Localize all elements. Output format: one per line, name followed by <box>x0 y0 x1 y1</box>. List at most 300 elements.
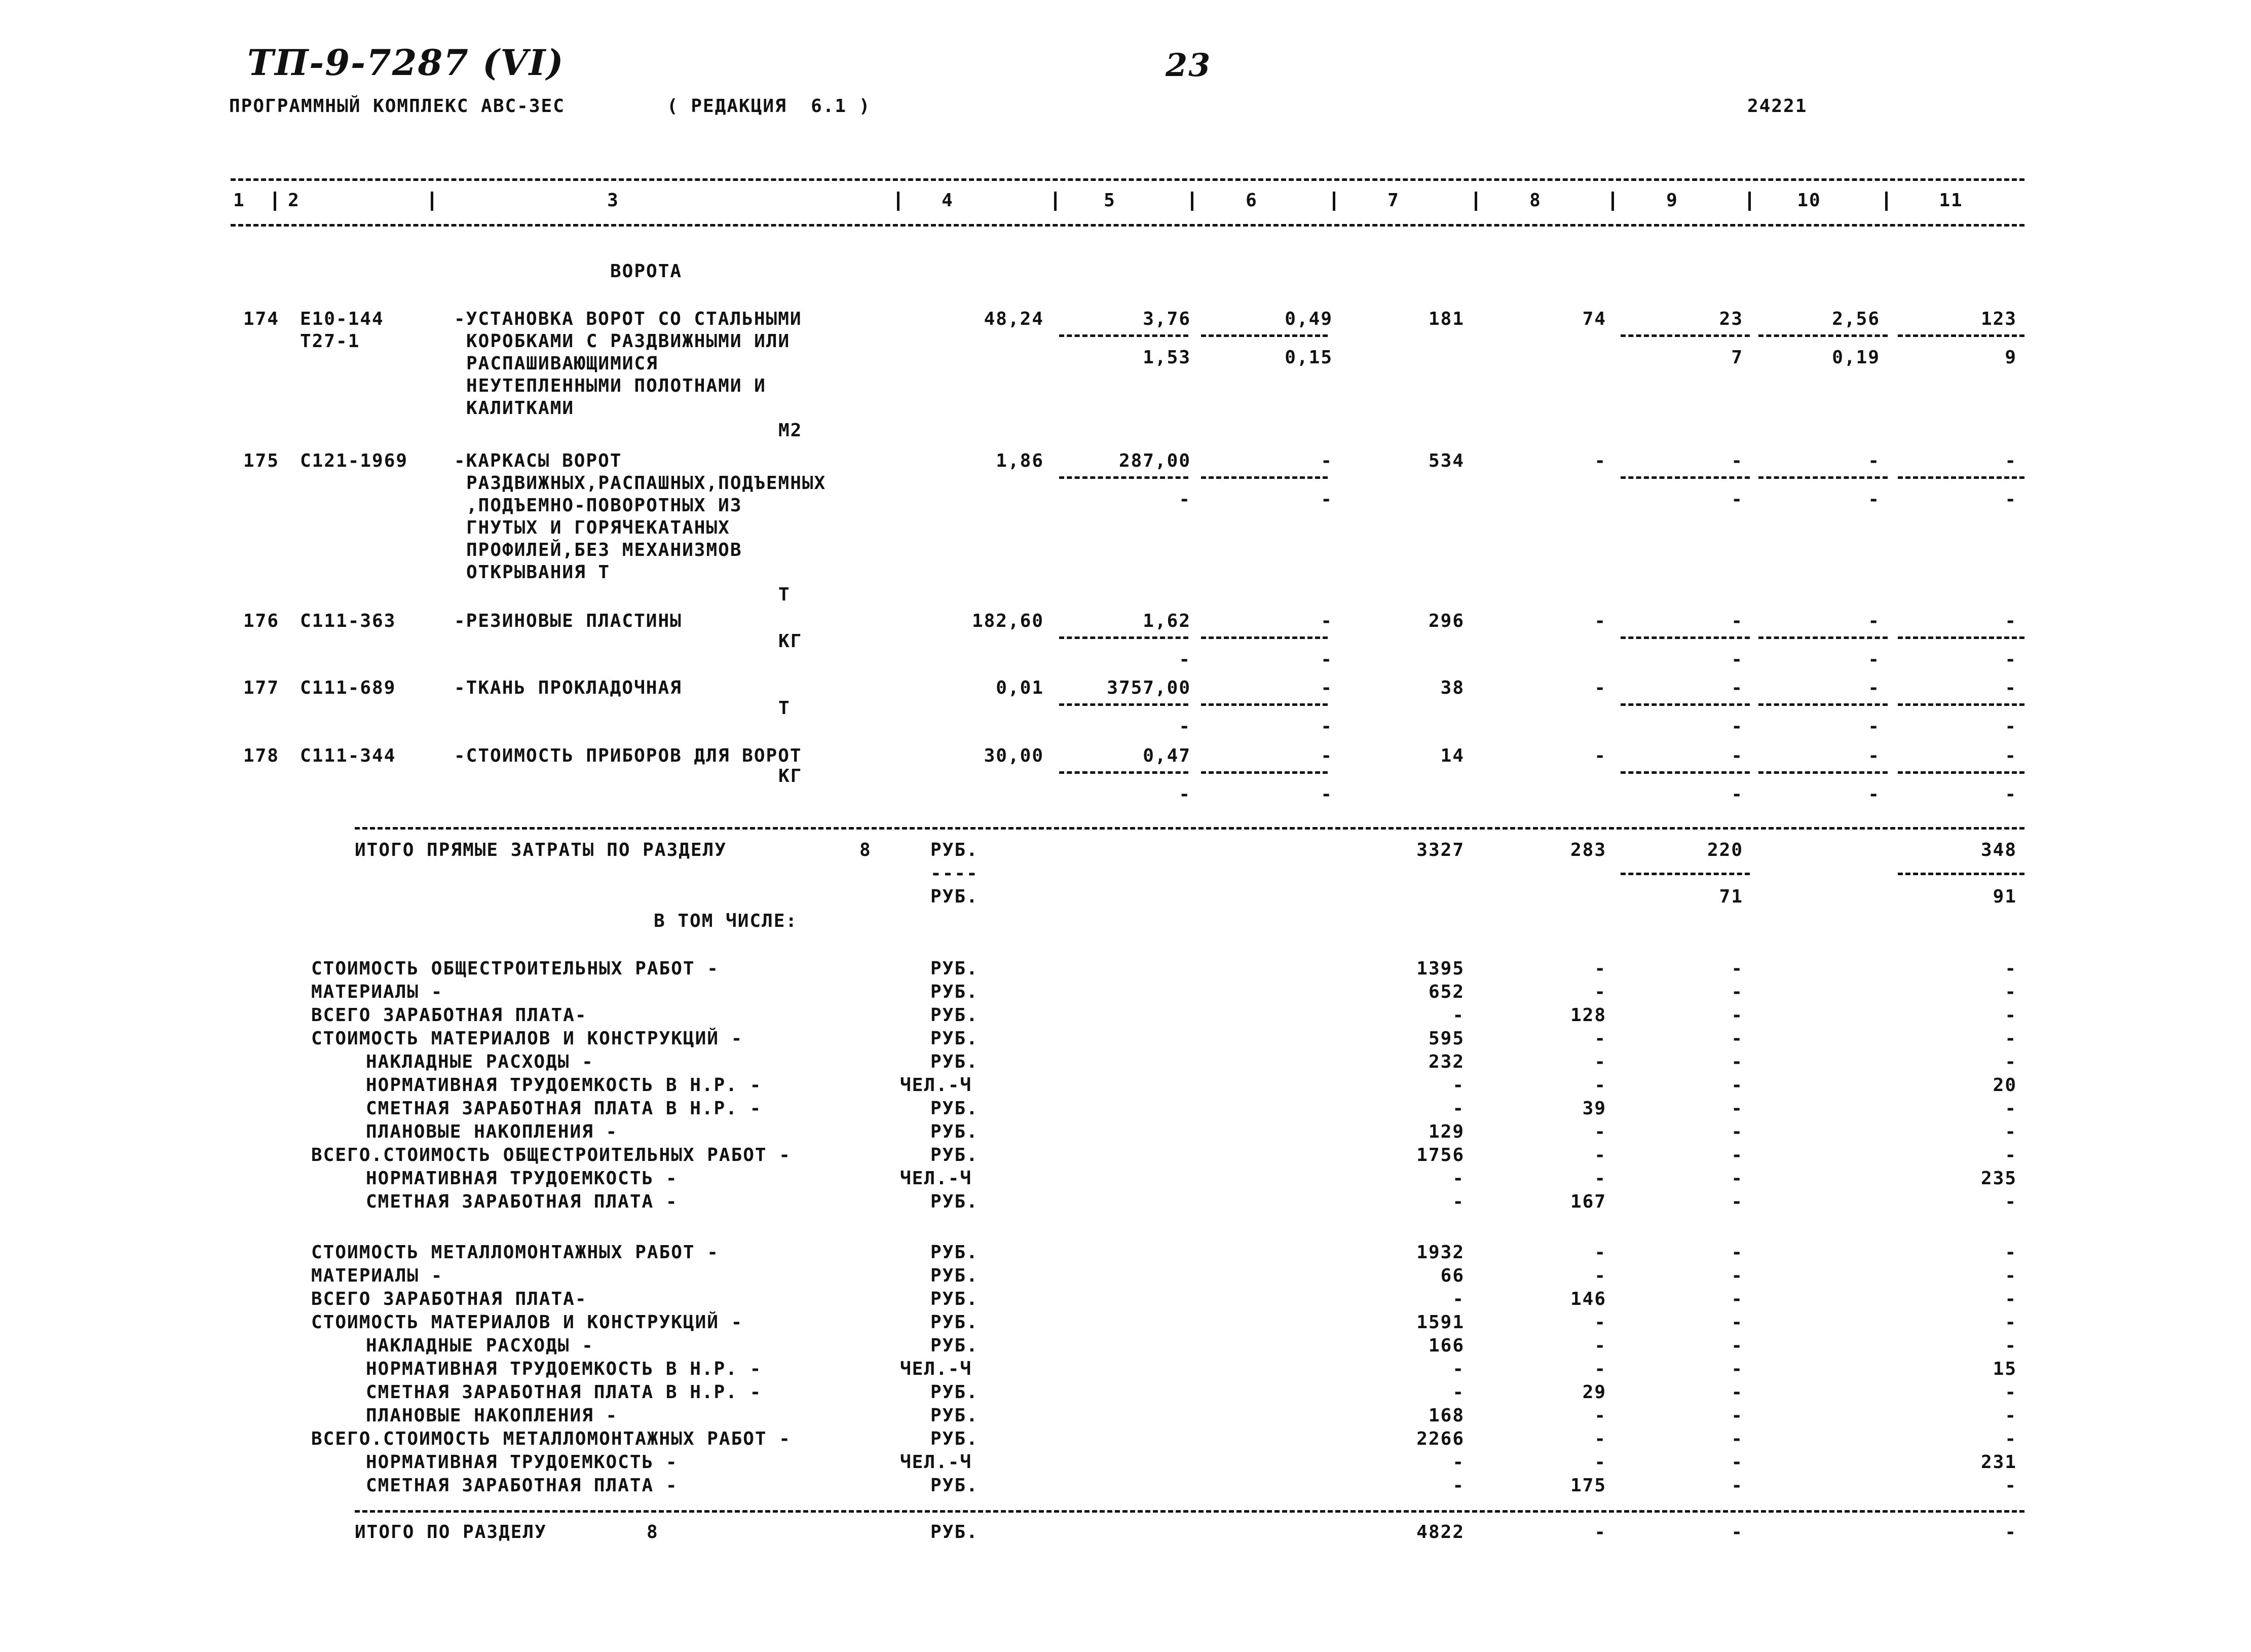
summary-col7: - <box>1452 1005 1465 1026</box>
summary-col7: - <box>1452 1168 1465 1189</box>
item-sub-rule <box>1201 703 1328 706</box>
total-direct-unit-separator: ---- <box>930 863 979 884</box>
section-total-unit: РУБ. <box>930 1522 979 1543</box>
summary-unit: РУБ. <box>930 958 979 979</box>
summary-col7: 1756 <box>1416 1145 1465 1166</box>
summary-col8: - <box>1594 1359 1606 1379</box>
summary-label: СТОИМОСТЬ ОБЩЕСТРОИТЕЛЬНЫХ РАБОТ - <box>311 958 719 979</box>
document-stamp: ТП-9-7287 (VI) <box>247 42 565 84</box>
summary-col7: - <box>1452 1452 1465 1473</box>
item-col-6: - <box>1321 450 1333 471</box>
column-header-4: 4 <box>942 190 954 211</box>
total-direct-col9-rule <box>1621 873 1750 875</box>
item-unit: Т <box>778 698 791 719</box>
item-col-11-wage: - <box>2005 649 2017 670</box>
summary-col9: - <box>1731 1382 1743 1403</box>
item-col-10: 2,56 <box>1832 309 1880 329</box>
item-sub-rule <box>1201 636 1328 639</box>
summary-col9: - <box>1731 1052 1743 1072</box>
item-col-11: - <box>2005 745 2017 766</box>
item-sub-rule <box>1201 334 1328 337</box>
summary-col9: - <box>1731 1452 1743 1473</box>
item-col-6-wage: - <box>1321 784 1333 805</box>
summary-col11: - <box>2005 958 2017 979</box>
summary-col7: 166 <box>1428 1335 1465 1356</box>
item-col-9: 23 <box>1719 309 1743 329</box>
item-col-7: 534 <box>1428 450 1465 471</box>
summary-unit: ЧЕЛ.-Ч <box>900 1452 972 1473</box>
column-header-2: 2 <box>288 190 300 211</box>
column-header-1: 1 <box>233 190 245 211</box>
total-direct-col8: 283 <box>1570 840 1606 860</box>
item-col-6: - <box>1321 745 1333 766</box>
summary-col7: 129 <box>1428 1121 1465 1142</box>
item-quantity: 1,86 <box>996 450 1044 471</box>
summary-unit: РУБ. <box>930 1475 979 1496</box>
item-col-9-wage: - <box>1731 649 1743 670</box>
item-description-line: КОРОБКАМИ С РАЗДВИЖНЫМИ ИЛИ <box>466 331 791 352</box>
column-separator <box>1333 192 1335 211</box>
item-col-10: - <box>1868 745 1880 766</box>
summary-col8: - <box>1594 982 1606 1002</box>
summary-label: НАКЛАДНЫЕ РАСХОДЫ - <box>366 1052 594 1072</box>
total-direct-col7: 3327 <box>1416 840 1465 860</box>
summary-col9: - <box>1731 1359 1743 1379</box>
summary-col9: - <box>1731 1098 1743 1119</box>
item-description-line: ,ПОДЪЕМНО-ПОВОРОТНЫХ ИЗ <box>466 495 742 516</box>
item-unit: Т <box>778 584 791 605</box>
summary-col11: 20 <box>1993 1075 2017 1096</box>
summary-col7: - <box>1452 1289 1465 1309</box>
summary-unit: РУБ. <box>930 1335 979 1356</box>
item-col-6-wage: - <box>1321 489 1333 510</box>
summary-col7: 1591 <box>1416 1312 1465 1333</box>
summary-unit: РУБ. <box>930 1145 979 1166</box>
summary-label: НОРМАТИВНАЯ ТРУДОЕМКОСТЬ В Н.Р. - <box>366 1075 762 1096</box>
total-direct-col11-rule <box>1898 873 2024 875</box>
summary-col11: - <box>2005 1028 2017 1049</box>
summary-label: СТОИМОСТЬ МАТЕРИАЛОВ И КОНСТРУКЦИЙ - <box>311 1028 743 1049</box>
item-description-line: РАЗДВИЖНЫХ,РАСПАШНЫХ,ПОДЪЕМНЫХ <box>466 473 827 494</box>
summary-col7: - <box>1452 1475 1465 1496</box>
item-number: 174 <box>243 309 280 329</box>
summary-unit: РУБ. <box>930 1242 979 1263</box>
item-col-7: 296 <box>1428 611 1465 631</box>
summary-unit: РУБ. <box>930 1191 979 1212</box>
item-sub-rule <box>1621 771 1750 774</box>
summary-col7: - <box>1452 1191 1465 1212</box>
item-sub-rule <box>1201 476 1328 479</box>
column-separator <box>897 192 899 211</box>
section-total-col11: - <box>2005 1522 2017 1543</box>
summary-unit: ЧЕЛ.-Ч <box>900 1359 972 1379</box>
item-col-6: 0,49 <box>1285 309 1333 329</box>
item-col-11-wage: - <box>2005 716 2017 737</box>
summary-col9: - <box>1731 1168 1743 1189</box>
item-col-5: 0,47 <box>1143 745 1191 766</box>
item-col-8: - <box>1594 611 1606 631</box>
summary-col11: 231 <box>1980 1452 2017 1473</box>
summary-col9: - <box>1731 1265 1743 1286</box>
total-direct-section: 8 <box>859 840 872 860</box>
item-col-10-wage: - <box>1868 716 1880 737</box>
summary-col11: - <box>2005 982 2017 1002</box>
summary-unit: РУБ. <box>930 1405 979 1426</box>
item-col-8: - <box>1594 678 1606 698</box>
summary-col9: - <box>1731 1335 1743 1356</box>
item-sub-rule <box>1059 636 1188 639</box>
summary-col9: - <box>1731 1242 1743 1263</box>
item-sub-rule <box>1621 636 1750 639</box>
item-col-10-wage: 0,19 <box>1832 347 1880 368</box>
summary-col7: 1932 <box>1416 1242 1465 1263</box>
item-col-10-wage: - <box>1868 489 1880 510</box>
summary-unit: РУБ. <box>930 1382 979 1403</box>
including-caption: В ТОМ ЧИСЛЕ: <box>654 911 798 931</box>
item-col-10-wage: - <box>1868 784 1880 805</box>
summary-label: СМЕТНАЯ ЗАРАБОТНАЯ ПЛАТА В Н.Р. - <box>366 1098 762 1119</box>
item-description-line: КАЛИТКАМИ <box>466 398 575 419</box>
column-separator <box>431 192 433 211</box>
item-col-7: 181 <box>1428 309 1465 329</box>
summary-col11: - <box>2005 1335 2017 1356</box>
summary-col8: 29 <box>1582 1382 1606 1403</box>
summary-col8: - <box>1594 1242 1606 1263</box>
summary-col8: - <box>1594 1145 1606 1166</box>
summary-col8: - <box>1594 958 1606 979</box>
program-edition: ( РЕДАКЦИЯ 6.1 ) <box>667 96 871 117</box>
item-col-11: - <box>2005 678 2017 698</box>
item-col-10: - <box>1868 450 1880 471</box>
item-sub-rule <box>1898 636 2024 639</box>
summary-col11: 15 <box>1993 1359 2017 1379</box>
item-sub-rule <box>1201 771 1328 774</box>
item-col-5: 3,76 <box>1143 309 1191 329</box>
summary-unit: РУБ. <box>930 1098 979 1119</box>
summary-col8: 175 <box>1570 1475 1606 1496</box>
item-col-8: - <box>1594 450 1606 471</box>
item-col-11-wage: - <box>2005 784 2017 805</box>
column-header-5: 5 <box>1104 190 1116 211</box>
item-description-line: НЕУТЕПЛЕННЫМИ ПОЛОТНАМИ И <box>466 376 766 396</box>
total-direct-label: ИТОГО ПРЯМЫЕ ЗАТРАТЫ ПО РАЗДЕЛУ <box>355 840 727 860</box>
item-description-line: РАСПАШИВАЮЩИМИСЯ <box>466 353 658 374</box>
summary-col9: - <box>1731 958 1743 979</box>
item-description-line: ГНУТЫХ И ГОРЯЧЕКАТАНЫХ <box>466 517 730 538</box>
item-code: С121-1969 <box>300 450 408 471</box>
summary-col9: - <box>1731 982 1743 1002</box>
summary-col9: - <box>1731 1075 1743 1096</box>
summary-unit: РУБ. <box>930 1289 979 1309</box>
summary-col11: - <box>2005 1429 2017 1449</box>
item-unit: КГ <box>778 631 803 652</box>
item-col-5-wage: - <box>1179 716 1191 737</box>
item-description-line: -КАРКАСЫ ВОРОТ <box>454 450 622 471</box>
summary-label: СМЕТНАЯ ЗАРАБОТНАЯ ПЛАТА - <box>366 1191 678 1212</box>
item-description-line: ОТКРЫВАНИЯ Т <box>466 562 611 583</box>
summary-col8: - <box>1594 1335 1606 1356</box>
summary-label: НОРМАТИВНАЯ ТРУДОЕМКОСТЬ В Н.Р. - <box>366 1359 762 1379</box>
summary-col11: - <box>2005 1382 2017 1403</box>
total-direct-col11-wage: 91 <box>1993 886 2017 907</box>
item-col-11-wage: 9 <box>2005 347 2017 368</box>
summary-label: МАТЕРИАЛЫ - <box>311 982 443 1002</box>
item-col-7: 38 <box>1440 678 1465 698</box>
item-description-line: -ТКАНЬ ПРОКЛАДОЧНАЯ <box>454 678 682 698</box>
item-description-line: -УСТАНОВКА ВОРОТ СО СТАЛЬНЫМИ <box>454 309 802 329</box>
item-col-10: - <box>1868 611 1880 631</box>
column-header-7: 7 <box>1387 190 1400 211</box>
item-col-5: 287,00 <box>1118 450 1191 471</box>
item-sub-rule <box>1758 636 1888 639</box>
item-sub-rule <box>1621 703 1750 706</box>
section-total-rule <box>355 1510 2024 1513</box>
item-col-7: 14 <box>1440 745 1465 766</box>
column-separator <box>1611 192 1614 211</box>
summary-col8: - <box>1594 1452 1606 1473</box>
item-col-8: - <box>1594 745 1606 766</box>
summary-col11: - <box>2005 1098 2017 1119</box>
summary-unit: РУБ. <box>930 1028 979 1049</box>
item-unit: КГ <box>778 766 803 786</box>
column-header-11: 11 <box>1939 190 1963 211</box>
item-col-6-wage: - <box>1321 649 1333 670</box>
item-sub-rule <box>1059 703 1188 706</box>
summary-col9: - <box>1731 1005 1743 1026</box>
section-total-number: 8 <box>647 1522 659 1543</box>
summary-label: ВСЕГО ЗАРАБОТНАЯ ПЛАТА- <box>311 1289 587 1309</box>
item-col-11: - <box>2005 611 2017 631</box>
summary-col8: - <box>1594 1121 1606 1142</box>
item-col-5-wage: 1,53 <box>1143 347 1191 368</box>
section-total-col8: - <box>1594 1522 1606 1543</box>
summary-col8: - <box>1594 1052 1606 1072</box>
item-col-6-wage: - <box>1321 716 1333 737</box>
summary-col7: 595 <box>1428 1028 1465 1049</box>
item-col-5: 3757,00 <box>1107 678 1191 698</box>
table-top-rule <box>231 178 2024 181</box>
summary-col8: - <box>1594 1265 1606 1286</box>
summary-col9: - <box>1731 1145 1743 1166</box>
item-sub-rule <box>1758 771 1888 774</box>
total-direct-col9-wage: 71 <box>1719 886 1743 907</box>
summary-col8: 167 <box>1570 1191 1606 1212</box>
table-header-rule <box>231 224 2024 227</box>
summary-col9: - <box>1731 1191 1743 1212</box>
summary-unit: РУБ. <box>930 982 979 1002</box>
summary-label: СТОИМОСТЬ МЕТАЛЛОМОНТАЖНЫХ РАБОТ - <box>311 1242 719 1263</box>
summary-col8: - <box>1594 1075 1606 1096</box>
item-quantity: 48,24 <box>984 309 1044 329</box>
item-quantity: 0,01 <box>996 678 1044 698</box>
summary-col7: - <box>1452 1382 1465 1403</box>
item-sub-rule <box>1898 771 2024 774</box>
item-col-5-wage: - <box>1179 784 1191 805</box>
item-col-5: 1,62 <box>1143 611 1191 631</box>
summary-col9: - <box>1731 1289 1743 1309</box>
item-description-line: ПРОФИЛЕЙ,БЕЗ МЕХАНИЗМОВ <box>466 540 742 560</box>
summary-label: СТОИМОСТЬ МАТЕРИАЛОВ И КОНСТРУКЦИЙ - <box>311 1312 743 1333</box>
summary-col9: - <box>1731 1405 1743 1426</box>
summary-col8: - <box>1594 1028 1606 1049</box>
item-sub-rule <box>1059 334 1188 337</box>
summary-col7: - <box>1452 1359 1465 1379</box>
program-name: ПРОГРАММНЫЙ КОМПЛЕКС АВС-3ЕС <box>229 96 565 117</box>
total-direct-col9: 220 <box>1707 840 1743 860</box>
column-separator <box>1885 192 1888 211</box>
item-sub-rule <box>1898 476 2024 479</box>
summary-col8: - <box>1594 1312 1606 1333</box>
item-col-11: - <box>2005 450 2017 471</box>
item-col-9: - <box>1731 745 1743 766</box>
totals-rule <box>355 827 2024 830</box>
item-col-9-wage: - <box>1731 784 1743 805</box>
item-quantity: 30,00 <box>984 745 1044 766</box>
summary-col11: 235 <box>1980 1168 2017 1189</box>
summary-label: ПЛАНОВЫЕ НАКОПЛЕНИЯ - <box>366 1405 618 1426</box>
summary-col11: - <box>2005 1005 2017 1026</box>
item-col-10: - <box>1868 678 1880 698</box>
item-sub-rule <box>1758 703 1888 706</box>
column-separator <box>1748 192 1751 211</box>
item-code: С111-344 <box>300 745 396 766</box>
summary-unit: РУБ. <box>930 1121 979 1142</box>
column-header-10: 10 <box>1797 190 1821 211</box>
item-col-6-wage: 0,15 <box>1285 347 1333 368</box>
summary-col7: 652 <box>1428 982 1465 1002</box>
item-sub-rule <box>1621 476 1750 479</box>
summary-unit: РУБ. <box>930 1005 979 1026</box>
item-col-5-wage: - <box>1179 649 1191 670</box>
column-header-3: 3 <box>607 190 619 211</box>
summary-label: ВСЕГО.СТОИМОСТЬ ОБЩЕСТРОИТЕЛЬНЫХ РАБОТ - <box>311 1145 791 1166</box>
summary-unit: РУБ. <box>930 1265 979 1286</box>
summary-unit: ЧЕЛ.-Ч <box>900 1168 972 1189</box>
page-number: 23 <box>1166 47 1212 84</box>
item-col-6: - <box>1321 611 1333 631</box>
summary-col11: - <box>2005 1145 2017 1166</box>
item-sub-rule <box>1059 771 1188 774</box>
summary-label: ВСЕГО ЗАРАБОТНАЯ ПЛАТА- <box>311 1005 587 1026</box>
summary-col7: 66 <box>1440 1265 1465 1286</box>
summary-col9: - <box>1731 1121 1743 1142</box>
section-total-col7: 4822 <box>1416 1522 1465 1543</box>
summary-unit: РУБ. <box>930 1312 979 1333</box>
summary-col8: 146 <box>1570 1289 1606 1309</box>
section-title: ВОРОТА <box>610 261 683 282</box>
item-col-9: - <box>1731 450 1743 471</box>
item-col-9-wage: - <box>1731 716 1743 737</box>
summary-col11: - <box>2005 1475 2017 1496</box>
summary-col9: - <box>1731 1312 1743 1333</box>
summary-col8: 128 <box>1570 1005 1606 1026</box>
summary-label: НАКЛАДНЫЕ РАСХОДЫ - <box>366 1335 594 1356</box>
summary-label: ПЛАНОВЫЕ НАКОПЛЕНИЯ - <box>366 1121 618 1142</box>
column-separator <box>1475 192 1477 211</box>
item-col-6: - <box>1321 678 1333 698</box>
item-code-2: Т27-1 <box>300 331 360 352</box>
summary-col7: - <box>1452 1098 1465 1119</box>
summary-label: МАТЕРИАЛЫ - <box>311 1265 443 1286</box>
item-code: Е10-144 <box>300 309 384 329</box>
item-sub-rule <box>1758 476 1888 479</box>
summary-col9: - <box>1731 1475 1743 1496</box>
item-code: С111-689 <box>300 678 396 698</box>
column-header-8: 8 <box>1529 190 1542 211</box>
total-direct-unit: РУБ. <box>930 840 979 860</box>
summary-col11: - <box>2005 1312 2017 1333</box>
item-number: 178 <box>243 745 280 766</box>
summary-col11: - <box>2005 1191 2017 1212</box>
summary-col9: - <box>1731 1429 1743 1449</box>
item-col-11: 123 <box>1980 309 2017 329</box>
total-direct-col11: 348 <box>1980 840 2017 860</box>
item-sub-rule <box>1898 703 2024 706</box>
column-separator <box>274 192 276 211</box>
item-sub-rule <box>1898 334 2024 337</box>
summary-label: СМЕТНАЯ ЗАРАБОТНАЯ ПЛАТА В Н.Р. - <box>366 1382 762 1403</box>
summary-col7: - <box>1452 1075 1465 1096</box>
item-description-line: -РЕЗИНОВЫЕ ПЛАСТИНЫ <box>454 611 682 631</box>
item-sub-rule <box>1758 334 1888 337</box>
item-quantity: 182,60 <box>971 611 1044 631</box>
summary-unit: РУБ. <box>930 1429 979 1449</box>
item-description-line: -СТОИМОСТЬ ПРИБОРОВ ДЛЯ ВОРОТ <box>454 745 802 766</box>
summary-label: НОРМАТИВНАЯ ТРУДОЕМКОСТЬ - <box>366 1168 678 1189</box>
summary-col7: 232 <box>1428 1052 1465 1072</box>
summary-col11: - <box>2005 1405 2017 1426</box>
item-sub-rule <box>1059 476 1188 479</box>
summary-col7: 168 <box>1428 1405 1465 1426</box>
summary-col11: - <box>2005 1265 2017 1286</box>
item-unit: М2 <box>778 420 803 441</box>
summary-col11: - <box>2005 1242 2017 1263</box>
item-col-9: - <box>1731 678 1743 698</box>
summary-col11: - <box>2005 1121 2017 1142</box>
column-header-6: 6 <box>1246 190 1258 211</box>
summary-unit: РУБ. <box>930 1052 979 1072</box>
item-code: С111-363 <box>300 611 396 631</box>
item-col-10-wage: - <box>1868 649 1880 670</box>
summary-unit: ЧЕЛ.-Ч <box>900 1075 972 1096</box>
item-col-9-wage: 7 <box>1731 347 1743 368</box>
item-number: 175 <box>243 450 280 471</box>
item-number: 176 <box>243 611 280 631</box>
section-total-label: ИТОГО ПО РАЗДЕЛУ <box>355 1522 547 1543</box>
summary-col9: - <box>1731 1028 1743 1049</box>
summary-col8: - <box>1594 1168 1606 1189</box>
summary-col7: 1395 <box>1416 958 1465 979</box>
item-col-8: 74 <box>1582 309 1606 329</box>
summary-label: ВСЕГО.СТОИМОСТЬ МЕТАЛЛОМОНТАЖНЫХ РАБОТ - <box>311 1429 791 1449</box>
item-col-11-wage: - <box>2005 489 2017 510</box>
document-number: 24221 <box>1747 96 1808 117</box>
item-col-9-wage: - <box>1731 489 1743 510</box>
summary-col8: 39 <box>1582 1098 1606 1119</box>
column-separator <box>1054 192 1057 211</box>
total-direct-unit-2: РУБ. <box>930 886 979 907</box>
summary-col11: - <box>2005 1289 2017 1309</box>
column-separator <box>1191 192 1193 211</box>
summary-col7: 2266 <box>1416 1429 1465 1449</box>
item-col-9: - <box>1731 611 1743 631</box>
summary-col8: - <box>1594 1429 1606 1449</box>
summary-label: СМЕТНАЯ ЗАРАБОТНАЯ ПЛАТА - <box>366 1475 678 1496</box>
item-col-5-wage: - <box>1179 489 1191 510</box>
column-header-9: 9 <box>1666 190 1678 211</box>
summary-col11: - <box>2005 1052 2017 1072</box>
section-total-col9: - <box>1731 1522 1743 1543</box>
